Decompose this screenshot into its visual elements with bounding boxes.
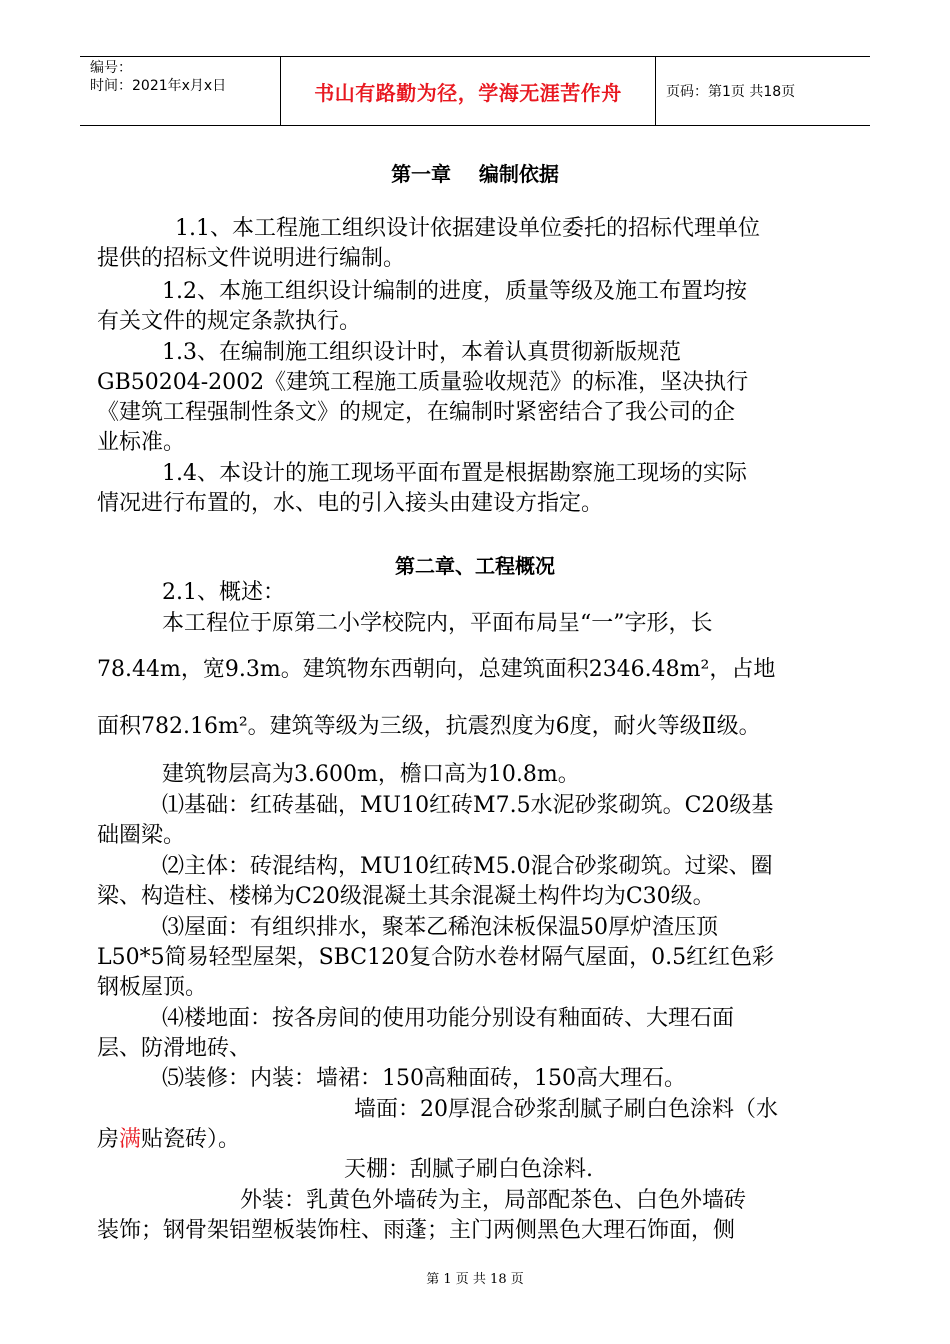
chapter-1-title: 第一章 编制依据 bbox=[391, 162, 559, 186]
paragraph-line: 有关文件的规定条款执行。 bbox=[97, 309, 362, 334]
paragraph-line: 层、防滑地砖、 bbox=[97, 1036, 252, 1061]
paragraph-line: 面积782.16m²。建筑等级为三级，抗震烈度为6度，耐火等级Ⅱ级。 bbox=[97, 714, 761, 739]
header-motto: 书山有路勤为径，学海无涯苦作舟 bbox=[281, 57, 656, 125]
paragraph-line: ⑷楼地面：按各房间的使用功能分别设有釉面砖、大理石面 bbox=[162, 1006, 735, 1031]
paragraph-line: 外装：乳黄色外墙砖为主，局部配茶色、白色外墙砖 bbox=[240, 1188, 747, 1213]
paragraph-line: ⑵主体：砖混结构，MU10红砖M5.0混合砂浆砌筑。过梁、圈 bbox=[162, 854, 773, 879]
paragraph-line: 本工程位于原第二小学校院内，平面布局呈“一”字形，长 bbox=[162, 611, 713, 636]
paragraph-line: 78.44m，宽9.3m。建筑物东西朝向，总建筑面积2346.48m²，占地 bbox=[97, 657, 776, 682]
text-segment: 贴瓷砖）。 bbox=[141, 1127, 241, 1152]
paragraph-line: 钢板屋顶。 bbox=[97, 975, 208, 1000]
paragraph-line: 梁、构造柱、楼梯为C20级混凝土其余混凝土构件均为C30级。 bbox=[97, 884, 715, 909]
page-header bbox=[80, 56, 870, 126]
paragraph-line: 1.1、本工程施工组织设计依据建设单位委托的招标代理单位 bbox=[175, 216, 760, 241]
chapter-2-title: 第二章、工程概况 bbox=[395, 554, 555, 578]
paragraph-line: 情况进行布置的，水、电的引入接头由建设方指定。 bbox=[97, 491, 604, 516]
paragraph-line: L50*5简易轻型屋架，SBC120复合防水卷材隔气屋面，0.5红红色彩 bbox=[97, 945, 775, 970]
paragraph-line: GB50204-2002《建筑工程施工质量验收规范》的标准，坚决执行 bbox=[97, 370, 749, 395]
paragraph-line-with-highlight bbox=[97, 1125, 240, 1155]
paragraph-line: 业标准。 bbox=[97, 430, 186, 455]
paragraph-line: 《建筑工程强制性条文》的规定，在编制时紧密结合了我公司的企 bbox=[97, 400, 736, 425]
document-number-label: 编号： bbox=[90, 60, 132, 76]
paragraph-line: 建筑物层高为3.600m，檐口高为10.8m。 bbox=[162, 762, 580, 787]
paragraph-line: 础圈梁。 bbox=[97, 823, 186, 848]
paragraph-line: ⑸装修：内装：墙裙：150高釉面砖，150高大理石。 bbox=[162, 1066, 686, 1091]
document-time-label: 时间：2021年x月x日 bbox=[90, 78, 227, 94]
paragraph-line: ⑶屋面：有组织排水，聚苯乙稀泡沫板保温50厚炉渣压顶 bbox=[162, 915, 718, 940]
paragraph-line: 装饰；钢骨架铝塑板装饰柱、雨蓬；主门两侧黑色大理石饰面，侧 bbox=[97, 1218, 736, 1243]
paragraph-line: ⑴基础：红砖基础，MU10红砖M7.5水泥砂浆砌筑。C20级基 bbox=[162, 793, 774, 818]
text-segment: 房 bbox=[97, 1127, 120, 1152]
section-heading: 2.1、概述： bbox=[162, 580, 285, 605]
header-page-info: 页码：第1页 共18页 bbox=[666, 84, 796, 100]
paragraph-line: 1.3、在编制施工组织设计时，本着认真贯彻新版规范 bbox=[162, 340, 681, 365]
header-meta bbox=[80, 57, 281, 125]
paragraph-line: 1.4、本设计的施工现场平面布置是根据勘察施工现场的实际 bbox=[162, 461, 747, 486]
paragraph-line: 墙面：20厚混合砂浆刮腻子刷白色涂料（水 bbox=[354, 1097, 778, 1122]
paragraph-line: 1.2、本施工组织设计编制的进度，质量等级及施工布置均按 bbox=[162, 279, 747, 304]
page-footer: 第 1 页 共 18 页 bbox=[426, 1272, 524, 1287]
paragraph-line: 天棚：刮腻子刷白色涂料. bbox=[344, 1157, 593, 1182]
paragraph-line: 提供的招标文件说明进行编制。 bbox=[97, 246, 406, 271]
highlighted-text: 满 bbox=[119, 1127, 142, 1152]
